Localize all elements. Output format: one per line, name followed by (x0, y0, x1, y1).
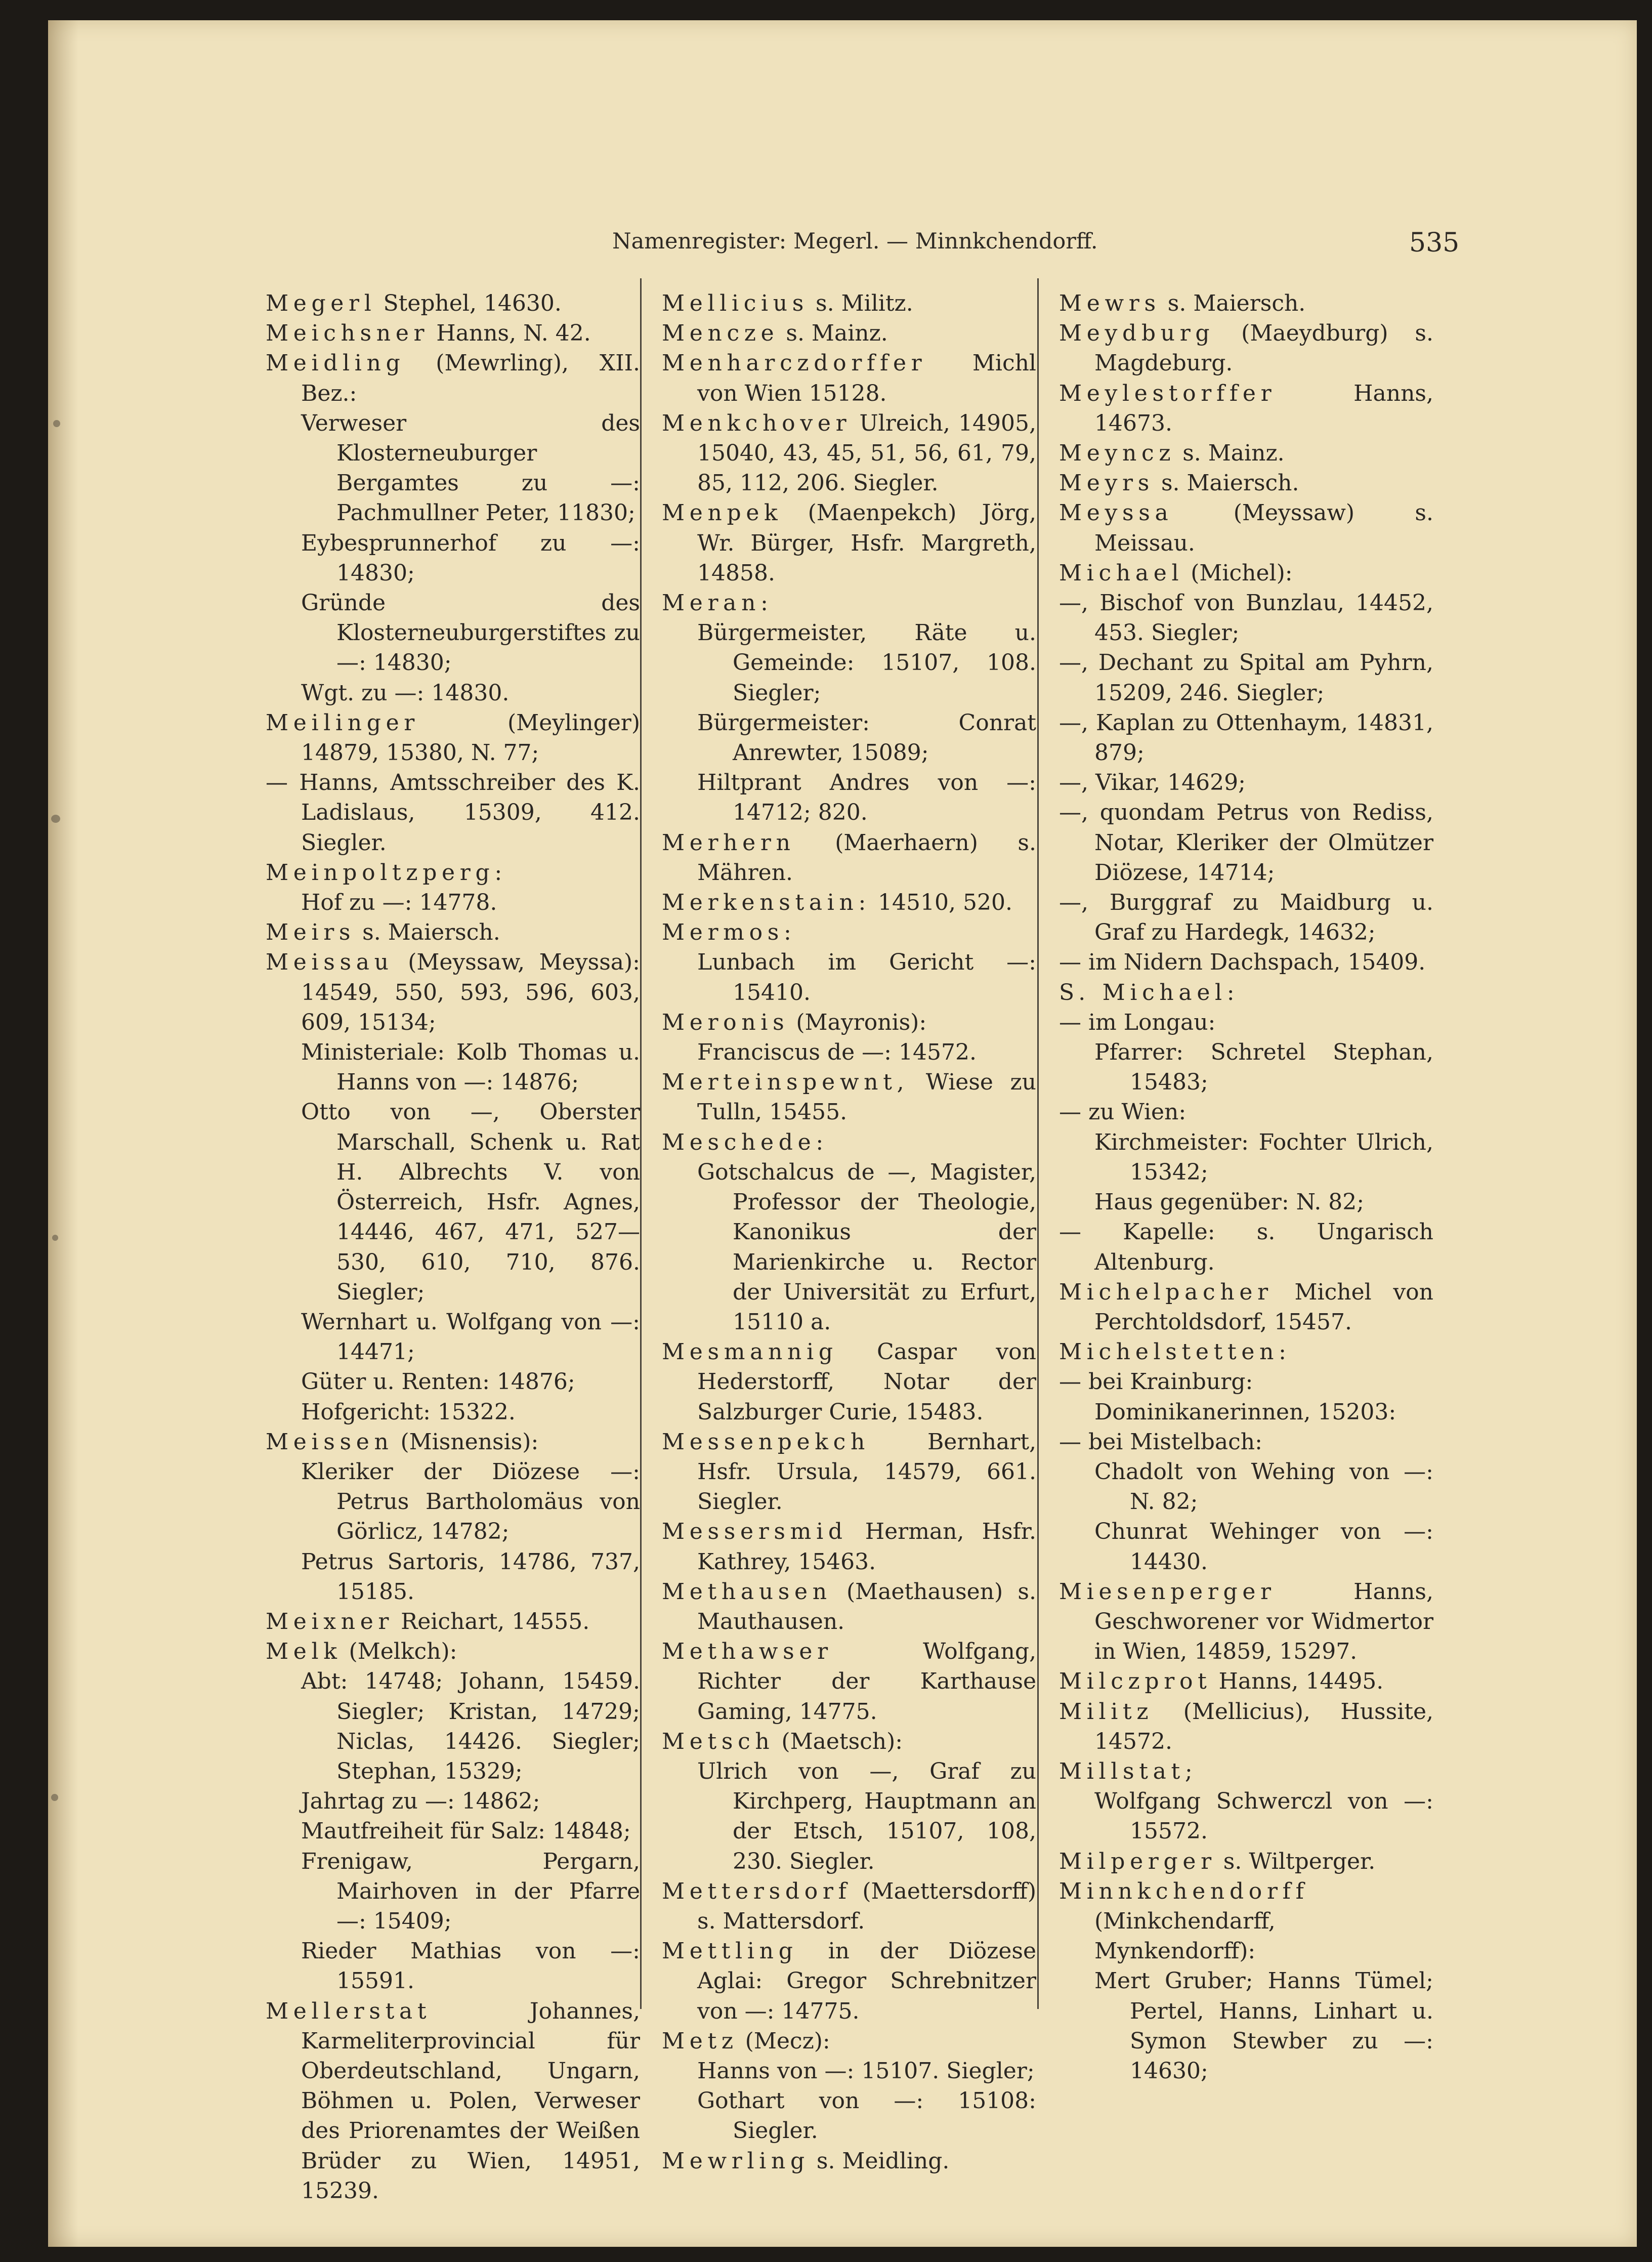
column-rule (640, 278, 642, 2009)
entry-headword: Methawser (662, 1639, 833, 1665)
entry-headword: Michelpacher (1059, 1279, 1273, 1305)
entry-text: (Melkch): (342, 1639, 457, 1665)
index-entry (662, 1756, 1036, 1876)
ink-spot (53, 420, 60, 427)
entry-text: Rieder Mathias von —: 15591. (301, 1938, 640, 1994)
entry-text: Ministeriale: Kolb Thomas u. Hanns von —: 14876; (301, 1039, 640, 1096)
entry-text: — bei Krainburg: (1059, 1369, 1253, 1395)
entry-text: —, Kaplan zu Ottenhaym, 14831, 879; (1059, 709, 1433, 766)
entry-headword: Miesenperger (1059, 1578, 1276, 1605)
index-entry (662, 498, 1036, 588)
entry-text: — zu Wien: (1059, 1099, 1187, 1125)
index-entry (1059, 1517, 1433, 1576)
entry-headword: Meran: (662, 590, 773, 616)
entry-text: —, Burggraf zu Maidburg u. Graf zu Hardegk, 14632; (1059, 890, 1433, 946)
entry-headword: Mellerstat (266, 1998, 432, 2024)
index-entry (266, 858, 640, 888)
index-entry (1059, 1367, 1433, 1397)
entry-headword: Meydburg (1059, 320, 1215, 347)
index-entry (1059, 1427, 1433, 1457)
index-entry (266, 1816, 640, 1846)
entry-text: Otto von —, Oberster Marschall, Schenk u. Rat H. Albrechts V. von Österreich, Hsfr. Agnes, 14446, 467, 471, 527—530, 610, 710, 876. Siegler; (301, 1099, 640, 1305)
index-entry (1059, 978, 1433, 1008)
entry-headword: Mewrling (662, 2148, 810, 2174)
book-page (48, 20, 1637, 2247)
entry-text: Gründe des Klosterneuburgerstiftes zu —: 14830; (301, 590, 640, 676)
index-entry (266, 288, 640, 318)
entry-headword: Meirs (266, 919, 356, 946)
entry-text: Haus gegenüber: N. 82; (1094, 1189, 1365, 1216)
entry-text: s. Militz. (809, 290, 913, 316)
entry-text: (Mellicius), Hussite, 14572. (1094, 1698, 1433, 1754)
index-entry (662, 708, 1036, 768)
entry-headword: Menharczdorffer (662, 350, 927, 376)
entry-text: Wolfgang, Richter der Karthause Gaming, 14775. (697, 1639, 1036, 1725)
entry-text: Ulreich, 14905, 15040, 43, 45, 51, 56, 61, 79, 85, 112, 206. Siegler. (697, 410, 1036, 496)
index-entry (1059, 1397, 1433, 1427)
entry-headword: Minnkchendorff (1059, 1878, 1309, 1904)
entry-text: (Maetsch): (774, 1728, 903, 1754)
entry-text: Mautfreiheit für Salz: 14848; (301, 1818, 631, 1845)
index-entry (1059, 1097, 1433, 1127)
ink-spot (52, 1235, 58, 1241)
entry-text: s. Meidling. (809, 2148, 950, 2174)
entry-text: —, quondam Petrus von Rediss, Notar, Kleriker der Olmützer Diözese, 14714; (1059, 800, 1433, 886)
running-head: Namenregister: Megerl. — Minnkchendorff. (612, 229, 1098, 254)
entry-headword: Mettersdorf (662, 1878, 852, 1904)
index-entry (662, 947, 1036, 1007)
index-entry (662, 1936, 1036, 2026)
entry-text: Johannes, Karmeliterprovincial für Oberdeutschland, Ungarn, Böhmen u. Polen, Verweser des Priorenamtes der Weißen Brüder zu Wien, 14951, 15239. (301, 1998, 640, 2204)
index-entry (266, 888, 640, 917)
entry-text: —, Bischof von Bunzlau, 14452, 453. Siegler; (1059, 590, 1433, 646)
index-entry (266, 348, 640, 408)
entry-text: (Maerhaern) s. Mähren. (697, 829, 1036, 886)
index-entry (266, 1637, 640, 1666)
index-entry (1059, 947, 1433, 977)
entry-text: Herman, Hsfr. Kathrey, 15463. (697, 1519, 1036, 1575)
entry-headword: Melk (266, 1639, 342, 1665)
entry-headword: Meyrs (1059, 470, 1154, 496)
index-entry (1059, 1577, 1433, 1667)
entry-headword: Michelstetten: (1059, 1339, 1291, 1365)
index-entry (662, 348, 1036, 408)
entry-headword: Megerl (266, 290, 376, 316)
entry-headword: Metz (662, 2028, 738, 2054)
index-entry (1059, 288, 1433, 318)
index-entry (662, 768, 1036, 827)
entry-text: Stephel, 14630. (376, 290, 562, 316)
entry-text: Frenigaw, Pergarn, Mairhoven in der Pfarre —: 15409; (301, 1848, 640, 1934)
entry-headword: Menkchover (662, 410, 852, 436)
index-entry (1059, 1337, 1433, 1367)
entry-headword: Merhern (662, 829, 795, 856)
entry-headword: Mesmannig (662, 1339, 838, 1365)
entry-text: (Misnensis): (393, 1429, 539, 1455)
index-entry (266, 1097, 640, 1307)
entry-text: Dominikanerinnen, 15203: (1094, 1399, 1396, 1425)
entry-headword: Methausen (662, 1578, 832, 1605)
index-entry (266, 1307, 640, 1367)
entry-text: (Maenpekch) Jörg, Wr. Bürger, Hsfr. Margreth, 14858. (697, 500, 1036, 586)
entry-headword: Meixner (266, 1608, 394, 1635)
entry-headword: Meschede: (662, 1129, 828, 1155)
entry-text: Ulrich von —, Graf zu Kirchperg, Hauptmann an der Etsch, 15107, 108, 230. Siegler. (697, 1758, 1036, 1874)
entry-text: (Meylinger) 14879, 15380, N. 77; (301, 709, 640, 766)
entry-headword: Meyncz (1059, 440, 1176, 467)
entry-text: Wgt. zu —: 14830. (301, 680, 510, 706)
entry-headword: Mencze (662, 320, 779, 347)
entry-text: s. Wiltperger. (1216, 1848, 1376, 1874)
index-column-3 (1059, 288, 1433, 2086)
index-entry (266, 768, 640, 858)
index-entry (266, 1427, 640, 1457)
entry-text: s. Maiersch. (355, 919, 500, 946)
entry-text: —, Dechant zu Spital am Pyhrn, 15209, 246. Siegler; (1059, 650, 1433, 706)
entry-text: (Maettersdorff) s. Mattersdorf. (697, 1878, 1036, 1934)
entry-text: 14510, 520. (871, 890, 1012, 916)
index-entry (1059, 1217, 1433, 1277)
index-entry (266, 1037, 640, 1097)
entry-text: Michl von Wien 15128. (697, 350, 1036, 406)
index-entry (1059, 379, 1433, 438)
entry-headword: Meissau (266, 949, 394, 976)
index-entry (1059, 1127, 1433, 1187)
index-entry (662, 1127, 1036, 1157)
entry-headword: Meilinger (266, 709, 420, 736)
index-entry (662, 1517, 1036, 1576)
index-entry (1059, 1277, 1433, 1337)
index-entry (1059, 798, 1433, 888)
index-entry (1059, 1037, 1433, 1097)
entry-headword: Meylestorffer (1059, 380, 1277, 406)
index-entry (266, 588, 640, 678)
index-column-1 (266, 288, 640, 2206)
entry-text: Caspar von Hederstorff, Notar der Salzburger Curie, 15483. (697, 1339, 1036, 1425)
index-entry (1059, 438, 1433, 468)
ink-spot (51, 815, 60, 823)
index-entry (1059, 1786, 1433, 1846)
entry-headword: Meissen (266, 1429, 394, 1455)
index-entry (662, 828, 1036, 888)
index-entry (1059, 1187, 1433, 1217)
entry-text: Gothart von —: 15108: Siegler. (697, 2088, 1036, 2144)
index-entry (1059, 1876, 1433, 1966)
entry-headword: Menpek (662, 500, 783, 526)
entry-text: Hanns, 14495. (1211, 1668, 1384, 1695)
ink-spot (51, 1794, 58, 1801)
index-entry (266, 1996, 640, 2206)
entry-text: Güter u. Renten: 14876; (301, 1369, 575, 1395)
entry-text: Bürgermeister: Conrat Anrewter, 15089; (697, 709, 1036, 766)
index-entry (1059, 318, 1433, 378)
entry-text: Gotschalcus de —, Magister, Professor der Theologie, Kanonikus der Marienkirche u. Rector der Universität zu Erfurt, 15110 a. (697, 1159, 1036, 1335)
index-entry (1059, 648, 1433, 707)
entry-headword: Mellicius (662, 290, 809, 316)
index-entry (266, 1666, 640, 1786)
entry-headword: Messersmid (662, 1519, 848, 1545)
index-entry (662, 1727, 1036, 1756)
entry-text: Bernhart, Hsfr. Ursula, 14579, 661. Siegler. (697, 1429, 1036, 1515)
index-entry (266, 917, 640, 947)
index-entry (266, 318, 640, 348)
entry-headword: Metsch (662, 1728, 775, 1754)
index-entry (1059, 1457, 1433, 1517)
entry-text: s. Mainz. (1175, 440, 1285, 467)
entry-text: Hanns von —: 15107. Siegler; (697, 2058, 1035, 2084)
index-entry (1059, 588, 1433, 648)
index-entry (662, 618, 1036, 708)
index-entry (1059, 1008, 1433, 1037)
entry-text: Hiltprant Andres von —: 14712; 820. (697, 770, 1036, 826)
index-entry (1059, 1966, 1433, 2086)
index-entry (1059, 1697, 1433, 1756)
entry-headword: Milczprot (1059, 1668, 1212, 1695)
entry-text: s. Mainz. (779, 320, 888, 347)
index-entry (662, 1427, 1036, 1517)
page-number: 535 (1409, 228, 1460, 258)
entry-text: s. Maiersch. (1160, 290, 1306, 316)
entry-text: Kirchmeister: Fochter Ulrich, 15342; (1094, 1129, 1433, 1185)
entry-text: — im Nidern Dachspach, 15409. (1059, 949, 1426, 976)
index-entry (662, 1337, 1036, 1427)
entry-headword: Meinpoltzperg: (266, 859, 507, 886)
index-entry (662, 2146, 1036, 2176)
index-entry (1059, 1666, 1433, 1696)
entry-headword: Milperger (1059, 1848, 1216, 1874)
index-entry (662, 2026, 1036, 2056)
entry-text: Chadolt von Wehing von —: N. 82; (1094, 1458, 1433, 1515)
entry-headword: Meichsner (266, 320, 430, 347)
index-entry (266, 1786, 640, 1816)
entry-headword: Merkenstain: (662, 890, 871, 916)
index-entry (266, 1847, 640, 1937)
index-entry (662, 1157, 1036, 1337)
index-entry (662, 2056, 1036, 2086)
entry-text: s. Maiersch. (1154, 470, 1299, 496)
entry-text: Wiese zu Tulln, 15455. (697, 1069, 1036, 1125)
entry-headword: Messenpekch (662, 1429, 870, 1455)
index-entry (266, 1457, 640, 1547)
entry-text: Hanns, N. 42. (429, 320, 591, 347)
index-entry (266, 528, 640, 588)
index-entry (266, 1936, 640, 1996)
entry-text: Reichart, 14555. (394, 1608, 590, 1635)
entry-headword: S. Michael: (1059, 979, 1240, 1006)
index-entry (266, 947, 640, 1037)
entry-text: (Michel): (1183, 560, 1293, 586)
entry-text: Hof zu —: 14778. (301, 890, 497, 916)
entry-text: Jahrtag zu —: 14862; (301, 1788, 540, 1815)
index-entry (662, 318, 1036, 348)
index-entry (662, 588, 1036, 618)
index-entry (662, 408, 1036, 498)
index-entry (1059, 558, 1433, 588)
index-entry (662, 1876, 1036, 1936)
index-entry (1059, 498, 1433, 558)
index-entry (266, 1397, 640, 1427)
index-column-2 (662, 288, 1036, 2176)
entry-text: Hanns, Geschworener vor Widmertor in Wien, 14859, 15297. (1094, 1578, 1433, 1665)
entry-headword: Militz (1059, 1698, 1154, 1725)
entry-headword: Meyssa (1059, 500, 1173, 526)
index-entry (266, 1607, 640, 1637)
entry-text: Mert Gruber; Hanns Tümel; Pertel, Hanns, Linhart u. Symon Stewber zu —: 14630; (1094, 1968, 1433, 2084)
entry-text: (Mecz): (738, 2028, 830, 2054)
index-entry (662, 1037, 1036, 1067)
index-entry (1059, 888, 1433, 947)
entry-text: (Mayronis): (789, 1009, 927, 1035)
index-entry (1059, 708, 1433, 768)
entry-headword: Mettling (662, 1938, 798, 1964)
index-entry (662, 288, 1036, 318)
entry-text: (Mewrling), XII. Bez.: (301, 350, 640, 406)
entry-headword: Millstat; (1059, 1758, 1198, 1784)
entry-text: (Meyssaw) s. Meissau. (1094, 500, 1433, 556)
entry-text: — im Longau: (1059, 1009, 1216, 1035)
entry-text: (Minkchendarff, Mynkendorff): (1094, 1908, 1276, 1964)
entry-text: in der Diözese Aglai: Gregor Schrebnitzer von —: 14775. (697, 1938, 1036, 2024)
entry-headword: Merteinspewnt, (662, 1069, 909, 1096)
index-entry (266, 1367, 640, 1397)
index-entry (662, 917, 1036, 947)
index-entry (266, 708, 640, 768)
index-entry (1059, 468, 1433, 498)
index-entry (662, 1067, 1036, 1127)
index-entry (662, 2086, 1036, 2146)
entry-text: Michel von Perchtoldsdorf, 15457. (1094, 1279, 1433, 1335)
entry-headword: Michael (1059, 560, 1184, 586)
entry-text: Franciscus de —: 14572. (697, 1039, 977, 1066)
entry-text: Wolfgang Schwerczl von —: 15572. (1094, 1788, 1433, 1845)
column-rule (1037, 278, 1039, 2009)
index-entry (1059, 1847, 1433, 1876)
entry-text: Petrus Sartoris, 14786, 737, 15185. (301, 1548, 640, 1605)
entry-headword: Meidling (266, 350, 405, 376)
index-entry (662, 888, 1036, 917)
entry-text: (Maeydburg) s. Magdeburg. (1094, 320, 1433, 376)
entry-text: (Maethausen) s. Mauthausen. (697, 1578, 1036, 1635)
index-entry (662, 1637, 1036, 1727)
index-entry (1059, 768, 1433, 798)
entry-text: Verweser des Klosterneuburger Bergamtes zu —: Pachmullner Peter, 11830; (301, 410, 640, 526)
entry-text: — bei Mistelbach: (1059, 1429, 1262, 1455)
entry-text: Chunrat Wehinger von —: 14430. (1094, 1519, 1433, 1575)
entry-text: Kleriker der Diözese —: Petrus Bartholomäus von Görlicz, 14782; (301, 1458, 640, 1545)
index-entry (1059, 1756, 1433, 1786)
entry-headword: Mewrs (1059, 290, 1161, 316)
entry-headword: Mermos: (662, 919, 796, 946)
entry-text: Hanns, 14673. (1094, 380, 1433, 436)
entry-text: — Hanns, Amtsschreiber des K. Ladislaus, 15309, 412. Siegler. (266, 770, 640, 856)
index-entry (266, 1547, 640, 1607)
entry-text: — Kapelle: s. Ungarisch Altenburg. (1059, 1219, 1433, 1275)
entry-text: Eybesprunnerhof zu —: 14830; (301, 530, 640, 586)
entry-text: Pfarrer: Schretel Stephan, 15483; (1094, 1039, 1433, 1096)
entry-headword: Meronis (662, 1009, 789, 1035)
index-entry (662, 1577, 1036, 1637)
index-entry (266, 678, 640, 708)
index-entry (662, 1008, 1036, 1037)
entry-text: (Meyssaw, Meyssa): 14549, 550, 593, 596, 603, 609, 15134; (301, 949, 640, 1035)
entry-text: Lunbach im Gericht —: 15410. (697, 949, 1036, 1006)
entry-text: Hofgericht: 15322. (301, 1399, 516, 1425)
entry-text: —, Vikar, 14629; (1059, 770, 1246, 796)
entry-text: Abt: 14748; Johann, 15459. Siegler; Kristan, 14729; Niclas, 14426. Siegler; Stephan, 15329; (301, 1668, 640, 1784)
index-entry (266, 408, 640, 528)
entry-text: Bürgermeister, Räte u. Gemeinde: 15107, 108. Siegler; (697, 620, 1036, 706)
entry-text: Wernhart u. Wolfgang von —: 14471; (301, 1309, 640, 1365)
